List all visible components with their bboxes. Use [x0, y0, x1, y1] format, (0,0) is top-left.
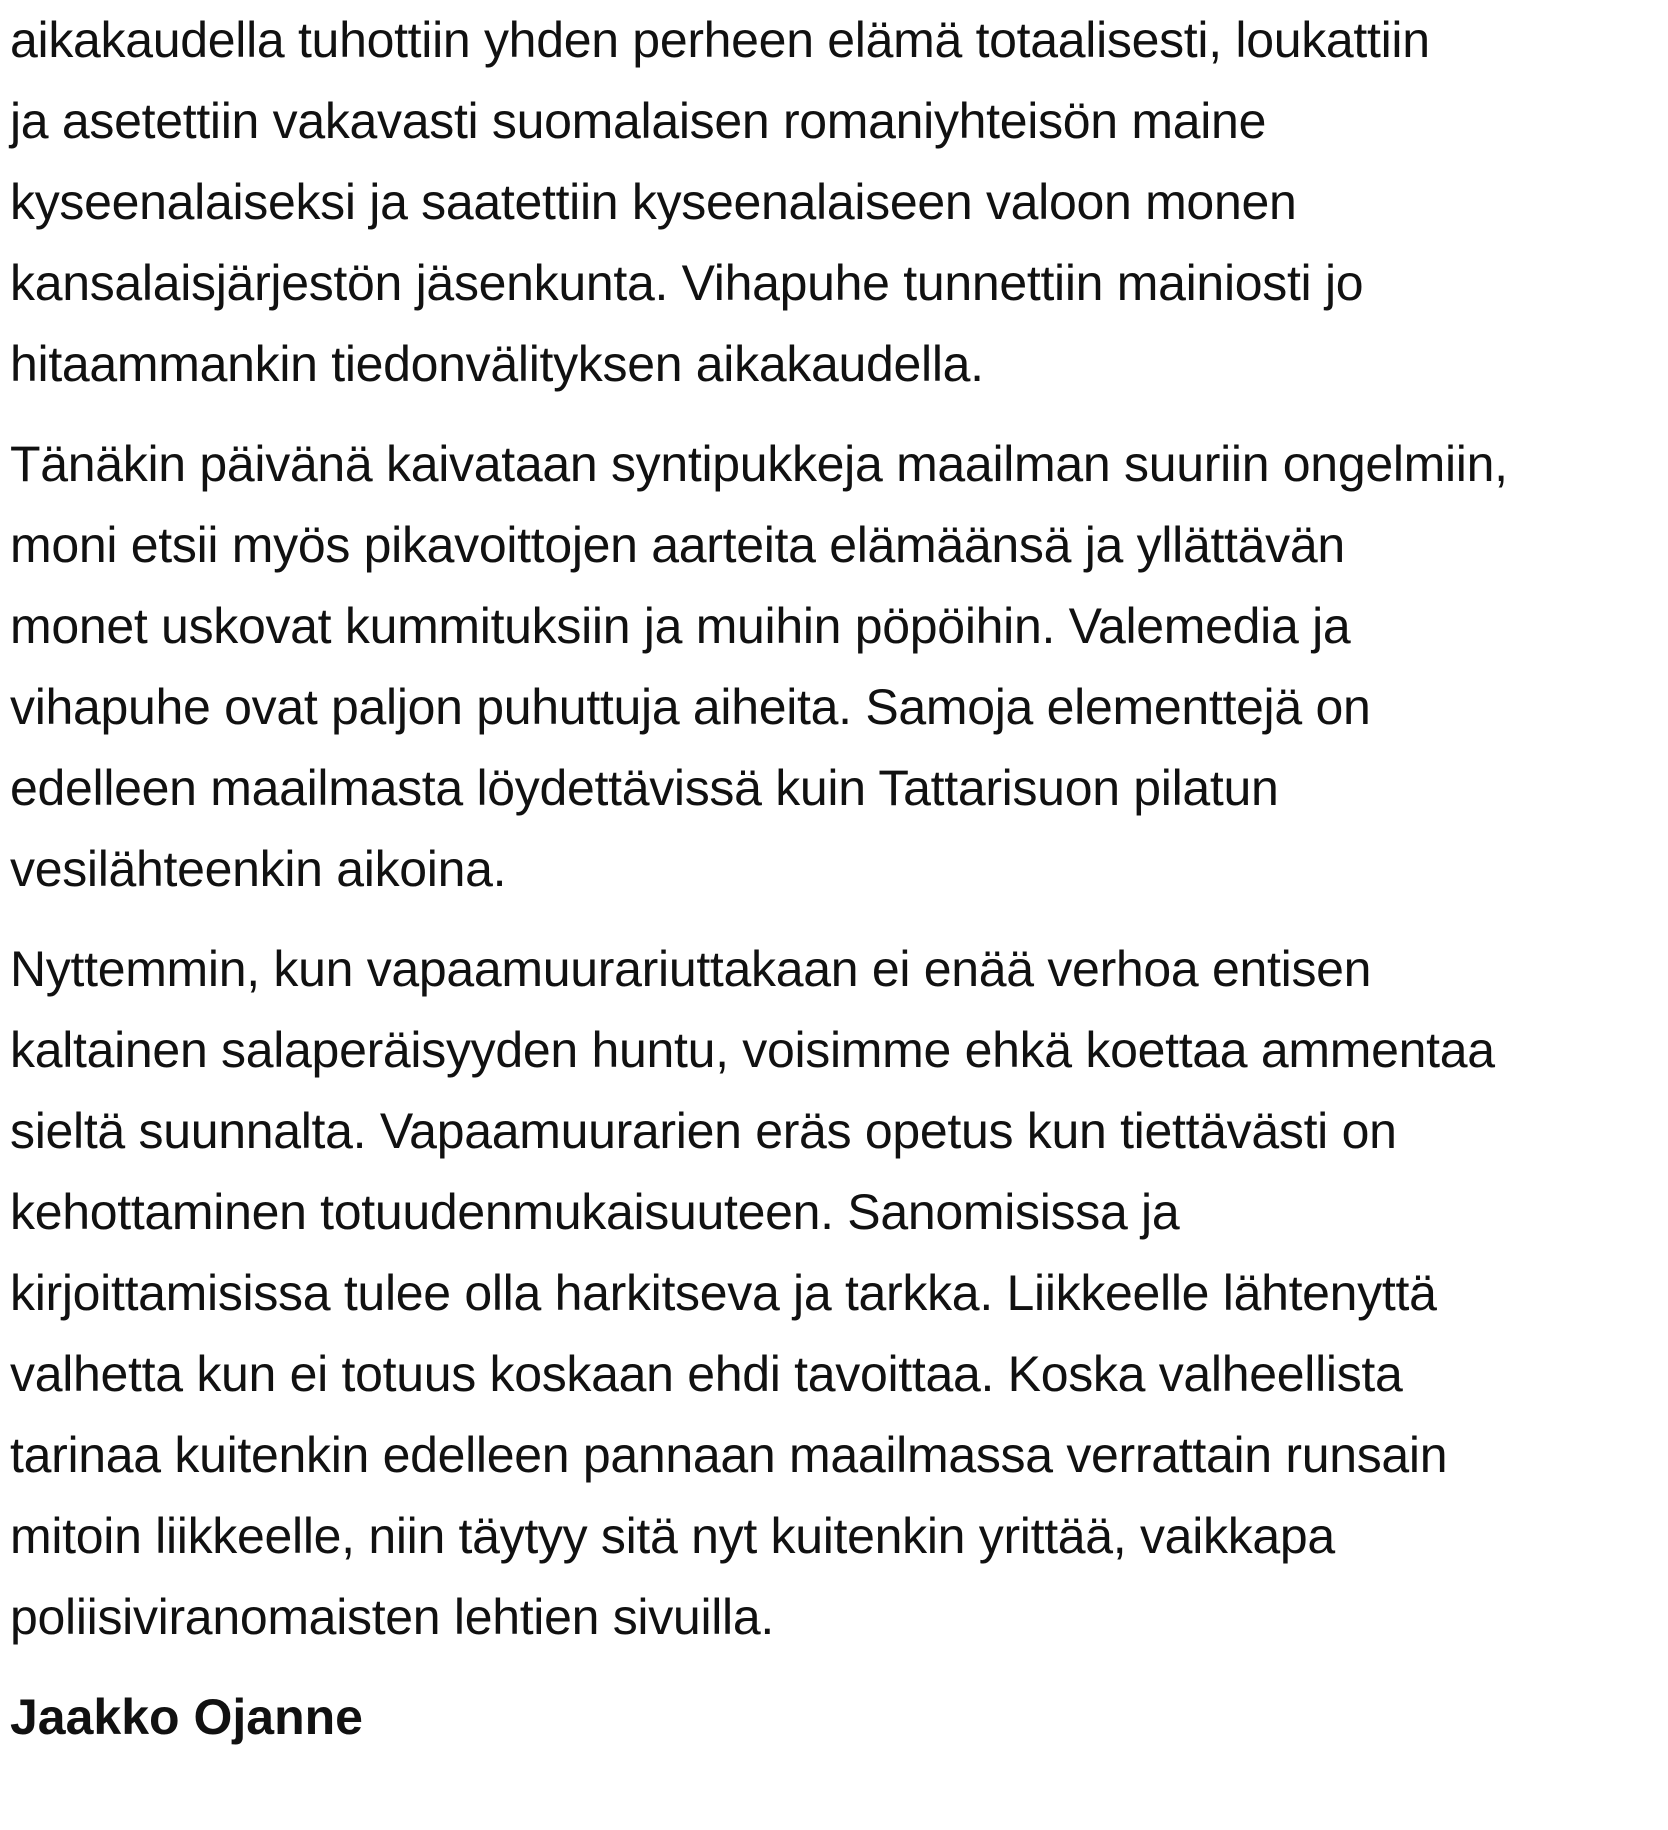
- text-line: kaltainen salaperäisyyden huntu, voisimme ehkä koettaa ammentaa: [10, 1022, 1495, 1078]
- text-line: kehottaminen totuudenmukaisuuteen. Sanomisissa ja: [10, 1184, 1180, 1240]
- paragraph-3: [10, 929, 1660, 1658]
- document-page: [10, 0, 1660, 1758]
- text-line: Nyttemmin, kun vapaamuurariuttakaan ei enää verhoa entisen: [10, 941, 1372, 997]
- text-line: kansalaisjärjestön jäsenkunta. Vihapuhe tunnettiin mainiosti jo: [10, 255, 1364, 311]
- text-line: vihapuhe ovat paljon puhuttuja aiheita. Samoja elementtejä on: [10, 679, 1371, 735]
- text-line: Tänäkin päivänä kaivataan syntipukkeja maailman suuriin ongelmiin,: [10, 436, 1508, 492]
- text-line: ja asetettiin vakavasti suomalaisen romaniyhteisön maine: [10, 93, 1267, 149]
- text-line: valhetta kun ei totuus koskaan ehdi tavoittaa. Koska valheellista: [10, 1346, 1403, 1402]
- text-line: kirjoittamisissa tulee olla harkitseva ja tarkka. Liikkeelle lähtenyttä: [10, 1265, 1437, 1321]
- text-line: moni etsii myös pikavoittojen aarteita elämäänsä ja yllättävän: [10, 517, 1345, 573]
- text-line: mitoin liikkeelle, niin täytyy sitä nyt kuitenkin yrittää, vaikkapa: [10, 1508, 1335, 1564]
- author-signature: Jaakko Ojanne: [10, 1689, 363, 1745]
- text-line: aikakaudella tuhottiin yhden perheen elämä totaalisesti, loukattiin: [10, 12, 1430, 68]
- paragraph-1: [10, 0, 1660, 405]
- text-line: edelleen maailmasta löydettävissä kuin Tattarisuon pilatun: [10, 760, 1279, 816]
- text-line: sieltä suunnalta. Vapaamuurarien eräs opetus kun tiettävästi on: [10, 1103, 1397, 1159]
- text-line: hitaammankin tiedonvälityksen aikakaudella.: [10, 336, 984, 392]
- text-line: tarinaa kuitenkin edelleen pannaan maailmassa verrattain runsain: [10, 1427, 1448, 1483]
- text-line: kyseenalaiseksi ja saatettiin kyseenalaiseen valoon monen: [10, 174, 1297, 230]
- text-line: monet uskovat kummituksiin ja muihin pöpöihin. Valemedia ja: [10, 598, 1351, 654]
- text-line: vesilähteenkin aikoina.: [10, 841, 507, 897]
- text-line: poliisiviranomaisten lehtien sivuilla.: [10, 1589, 774, 1645]
- paragraph-2: [10, 424, 1660, 910]
